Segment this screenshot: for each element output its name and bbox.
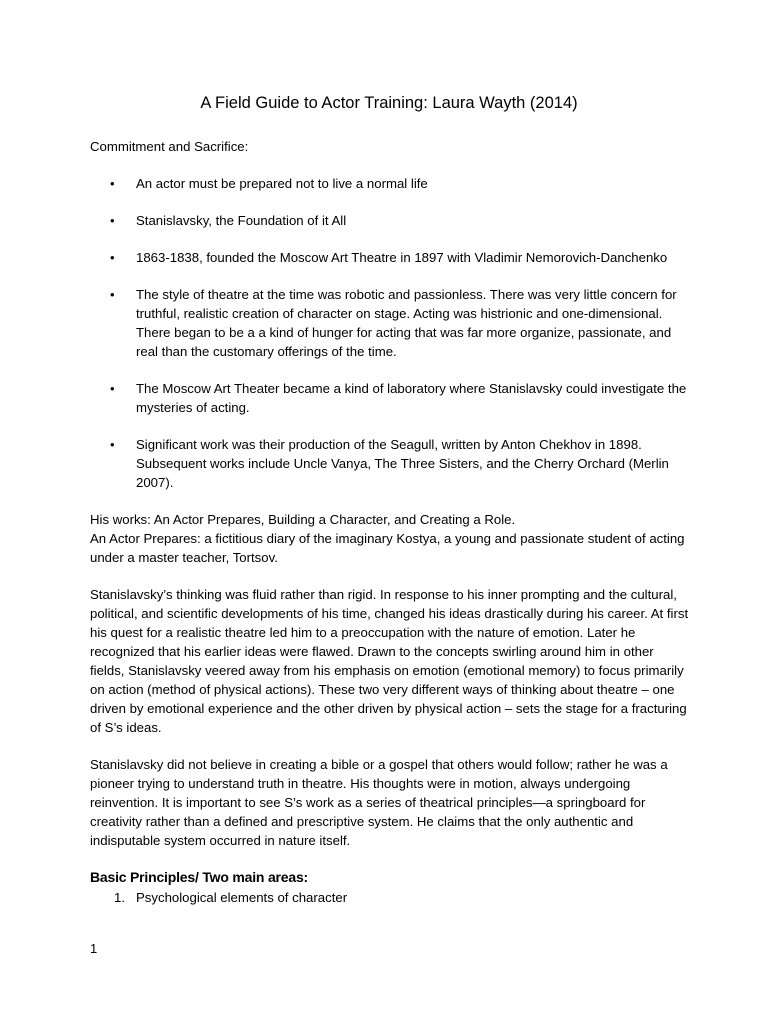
bullet-icon: • bbox=[110, 437, 115, 452]
bullet-icon: • bbox=[110, 213, 115, 228]
numbered-list bbox=[90, 888, 690, 907]
page-content bbox=[90, 92, 690, 907]
paragraph-stanislavsky-thinking: Stanislavsky’s thinking was fluid rather than rigid. In response to his inner prompting and the cultural, political, and scientific developments of his time, changed his ideas drastically during his career. At first his quest for a realistic theatre led him to a preoccupation with the nature of emotion. Later he recognized that his earlier ideas were flawed. Drawn to the concepts swirling around him in other fields, Stanislavsky veered away from his emphasis on emotion (emotional memory) to focus primarily on action (method of physical actions). These two very different ways of thinking about theatre – one driven by emotional experience and the other driven by physical action – sets the stage for a fracturing of S’s ideas. bbox=[90, 587, 689, 735]
bullet-item bbox=[90, 211, 690, 230]
page-number: 1 bbox=[90, 941, 98, 956]
bullet-item bbox=[90, 285, 690, 361]
numbered-item bbox=[90, 888, 690, 907]
bullet-icon: • bbox=[110, 250, 115, 265]
section-heading: Basic Principles/ Two main areas: bbox=[90, 869, 309, 885]
bullet-icon: • bbox=[110, 176, 115, 191]
bullet-text: The Moscow Art Theater became a kind of laboratory where Stanislavsky could investigate the mysteries of acting. bbox=[136, 381, 687, 415]
bullet-item bbox=[90, 174, 690, 193]
bullet-list bbox=[90, 174, 690, 492]
bullet-text: Stanislavsky, the Foundation of it All bbox=[136, 213, 347, 228]
bullet-item bbox=[90, 379, 690, 417]
bullet-text: 1863-1838, founded the Moscow Art Theatre in 1897 with Vladimir Nemorovich-Danchenko bbox=[136, 250, 668, 265]
item-text: Psychological elements of character bbox=[136, 890, 348, 905]
bullet-icon: • bbox=[110, 381, 115, 396]
actor-prepares-line: An Actor Prepares: a fictitious diary of the imaginary Kostya, a young and passionate student of acting under a master teacher, Tortsov. bbox=[90, 531, 685, 565]
works-line: His works: An Actor Prepares, Building a Character, and Creating a Role. bbox=[90, 512, 516, 527]
paragraph-stanislavsky-system: Stanislavsky did not believe in creating a bible or a gospel that others would follow; rather he was a pioneer trying to understand truth in theatre. His thoughts were in motion, always undergoing reinvention. It is important to see S’s work as a series of theatrical principles—a springboard for creativity rather than a defined and prescriptive system. He claims that the only authentic and indisputable system occurred in nature itself. bbox=[90, 757, 668, 848]
bullet-text: An actor must be prepared not to live a normal life bbox=[136, 176, 428, 191]
bullet-icon: • bbox=[110, 287, 115, 302]
bullet-text: Significant work was their production of the Seagull, written by Anton Chekhov in 1898. Subsequent works include Uncle Vanya, The Three Sisters, and the Cherry Orchard (Merlin 2007). bbox=[136, 437, 669, 490]
bullet-item bbox=[90, 248, 690, 267]
section-label: Commitment and Sacrifice: bbox=[90, 139, 249, 154]
item-number: 1. bbox=[114, 890, 125, 905]
document-title: A Field Guide to Actor Training: Laura Wayth (2014) bbox=[200, 94, 578, 112]
bullet-text: The style of theatre at the time was robotic and passionless. There was very little concern for truthful, realistic creation of character on stage. Acting was histrionic and one-dimensional. There began to be a a kind of hunger for acting that was far more organize, passionate, and real than the customary offerings of the time. bbox=[136, 287, 677, 359]
bullet-item bbox=[90, 435, 690, 492]
